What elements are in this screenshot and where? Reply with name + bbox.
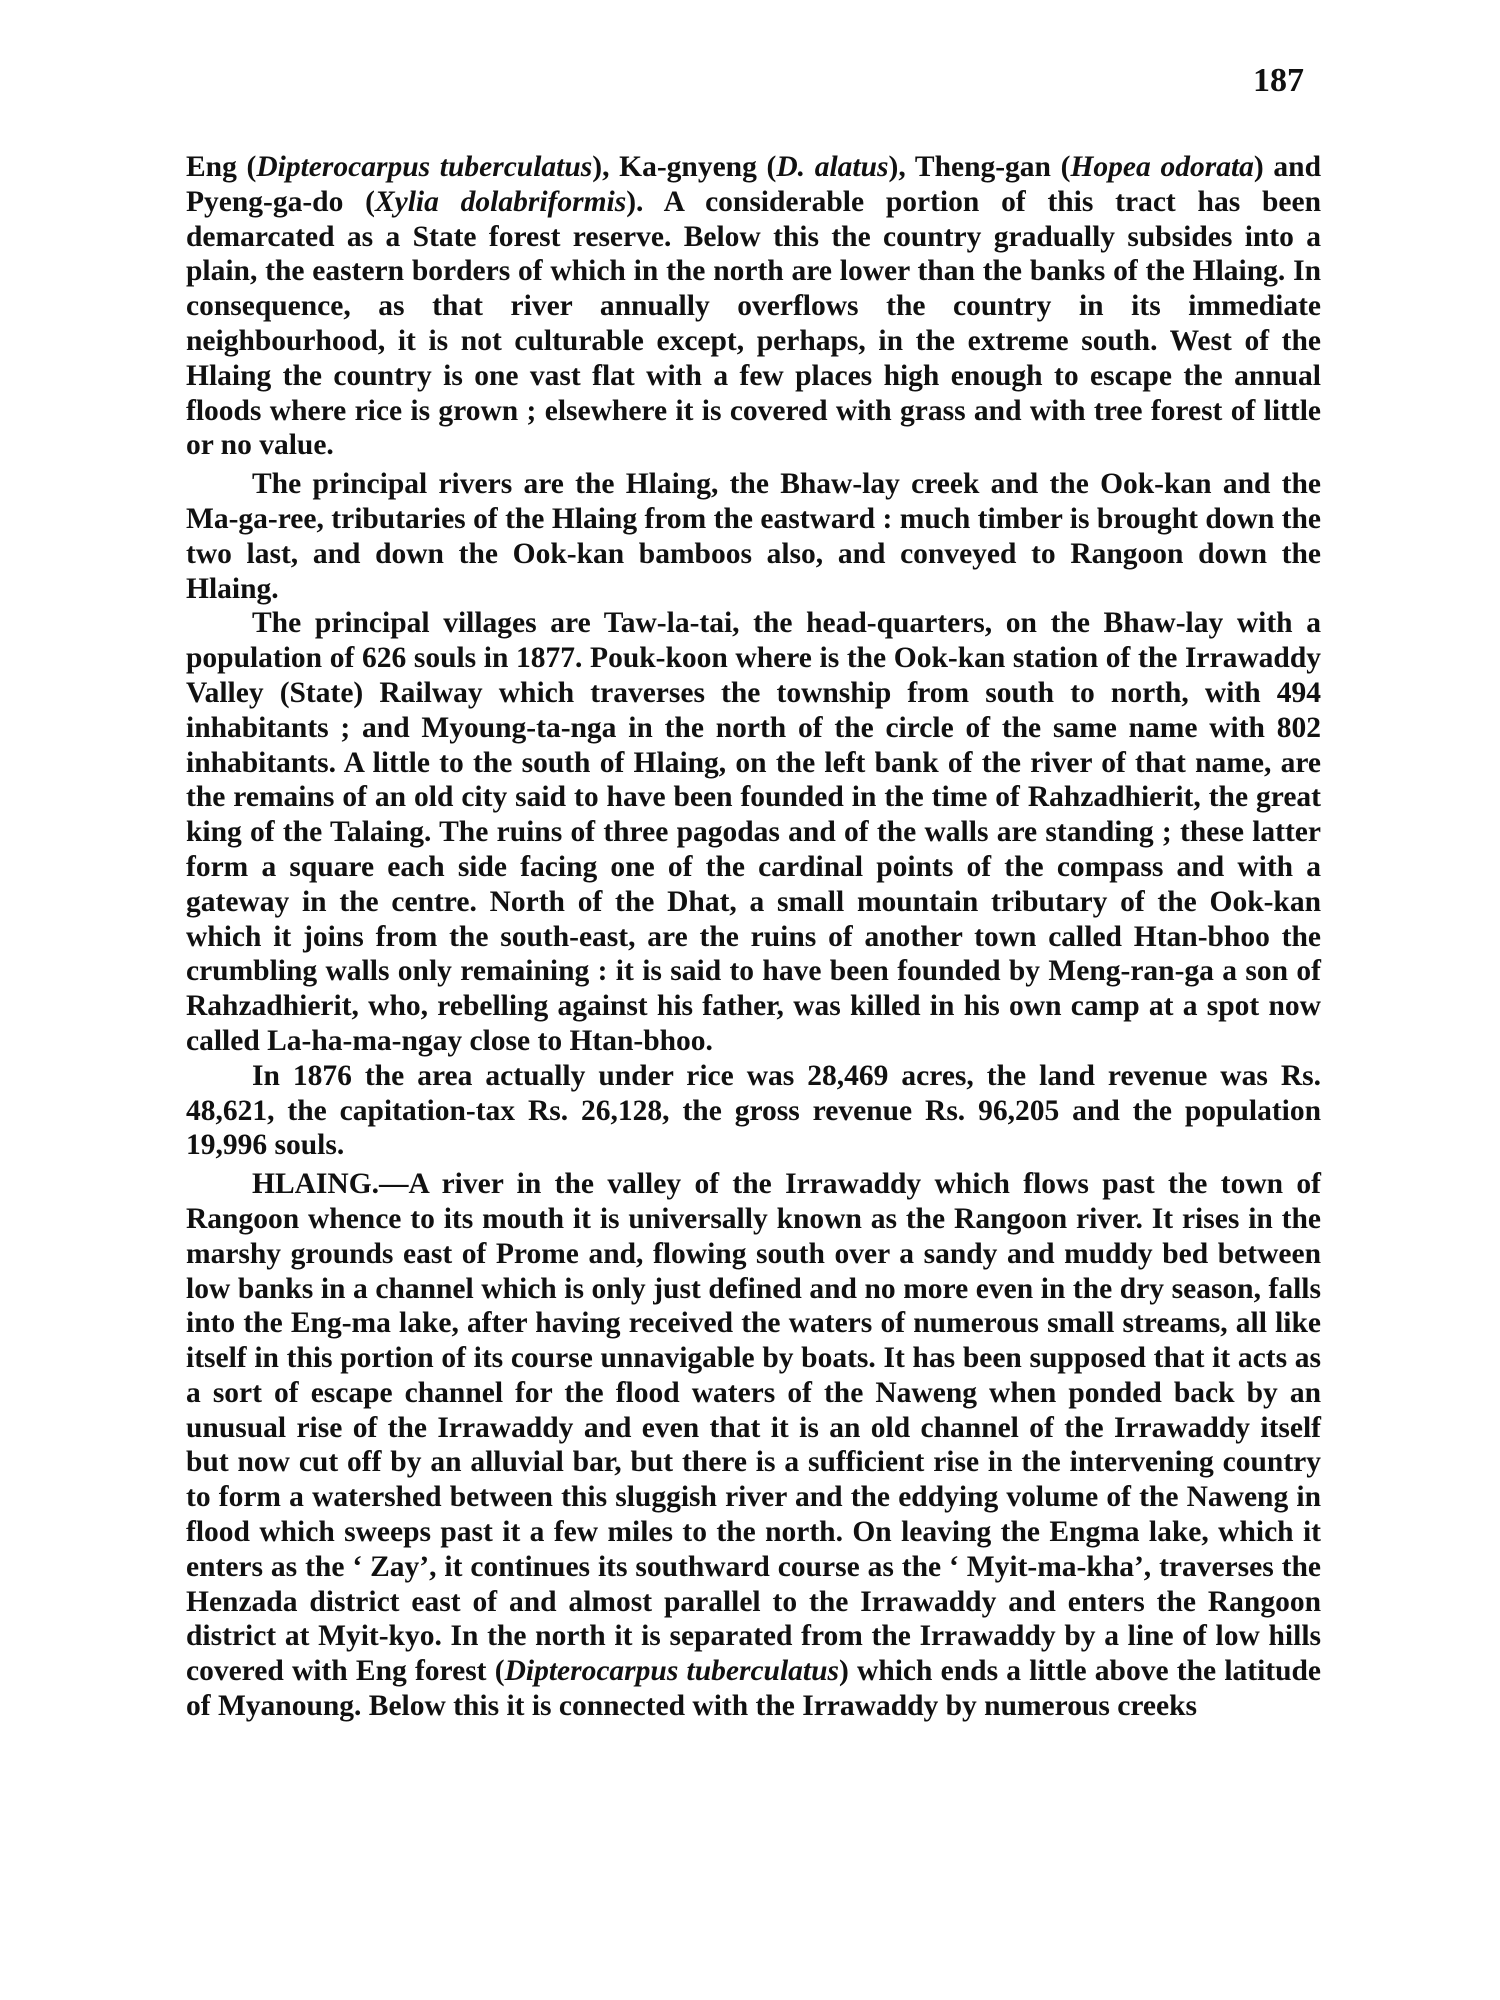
body-text: [186, 150, 1321, 1724]
text-run: In 1876 the area actually under rice was 28,469 acres, the land revenue was Rs. 48,621, the capitation-tax Rs. 26,128, the gross revenue Rs. 96,205 and the population 19,996 souls.: [186, 1059, 1321, 1162]
text-run: Eng (: [186, 151, 257, 183]
italic-botanical-name: Hopea odorata: [1070, 151, 1254, 183]
paragraph-hlaing-river: [186, 1167, 1321, 1724]
text-run: The principal rivers are the Hlaing, the Bhaw-lay creek and the Ook-kan and the Ma-ga-ree, tributaries of the Hlaing from the eastward : much timber is brought down the two last, and down the Ook-kan bamboos also, and conveyed to Rangoon down the Hlaing.: [186, 468, 1321, 605]
italic-botanical-name: Dipterocarpus tuberculatus: [256, 151, 593, 183]
paragraph-revenue-1876: [186, 1059, 1321, 1163]
text-run: ) and Pyeng-ga-do (: [186, 151, 1321, 218]
text-run: HLAING.—A river in the valley of the Irrawaddy which flows past the town of Rangoon whence to its mouth it is universally known as the Rangoon river. It rises in the marshy grounds east of Prome and, flowing south over a sandy and muddy bed between low banks in a channel which is only just defined and no more even in the dry season, falls into the Eng-ma lake, after having received the waters of numerous small streams, all like itself in this portion of its course unnavigable by boats. It has been supposed that it acts as a sort of escape channel for the flood waters of the Naweng when ponded back by an unusual rise of the Irrawaddy and even that it is an old channel of the Irrawaddy itself but now cut off by an alluvial bar, but there is a sufficient rise in the intervening country to form a watershed between this sluggish river and the eddying volume of the Naweng in flood which sweeps past it a few miles to the north. On leaving the Engma lake, which it enters as the ‘ Zay’, it continues its southward course as the ‘ Myit-ma-kha’, traverses the Henzada district east of and almost parallel to the Irrawaddy and enters the Rangoon district at Myit-kyo. In the north it is separated from the Irrawaddy by a line of low hills covered with Eng forest (: [186, 1168, 1321, 1688]
paragraph-forest-description: [186, 150, 1321, 463]
italic-botanical-name: Xylia dolabriformis: [374, 185, 627, 218]
italic-botanical-name: Dipterocarpus tuberculatus: [504, 1655, 839, 1688]
text-run: ), Ka-gnyeng (: [592, 151, 777, 183]
paragraph-principal-villages: [186, 606, 1321, 1058]
paragraph-principal-rivers: [186, 467, 1321, 606]
text-run: ). A considerable portion of this tract has been demarcated as a State forest reserve. Below this the country gradually subsides into a plain, the eastern borders of which in the north are lower than the banks of the Hlaing. In consequence, as that river annually overflows the country in its immediate neighbourhood, it is not culturable except, perhaps, in the extreme south. West of the Hlaing the country is one vast flat with a few places high enough to escape the annual floods where rice is grown ; elsewhere it is covered with grass and with tree forest of little or no value.: [186, 185, 1321, 462]
page-number: 187: [1253, 62, 1304, 99]
text-run: ), Theng-gan (: [888, 151, 1071, 183]
text-run: The principal villages are Taw-la-tai, the head-quarters, on the Bhaw-lay with a population of 626 souls in 1877. Pouk-koon where is the Ook-kan station of the Irrawaddy Valley (State) Railway which traverses the township from south to north, with 494 inhabitants ; and Myoung-ta-nga in the north of the circle of the same name with 802 inhabitants. A little to the south of Hlaing, on the left bank of the river of that name, are the remains of an old city said to have been founded in the time of Rahzadhierit, the great king of the Talaing. The ruins of three pagodas and of the walls are standing ; these latter form a square each side facing one of the cardinal points of the compass and with a gateway in the centre. North of the Dhat, a small mountain tributary of the Ook-kan which it joins from the south-east, are the ruins of another town called Htan-bhoo the crumbling walls only remaining : it is said to have been founded by Meng-ran-ga a son of Rahzadhierit, who, rebelling against his father, was killed in his own camp at a spot now called La-ha-ma-ngay close to Htan-bhoo.: [186, 607, 1321, 1057]
italic-botanical-name: D. alatus: [776, 151, 889, 183]
text-run: ) which ends a little above the latitude of Myanoung. Below this it is connected with the Irrawaddy by numerous creeks: [186, 1655, 1322, 1723]
